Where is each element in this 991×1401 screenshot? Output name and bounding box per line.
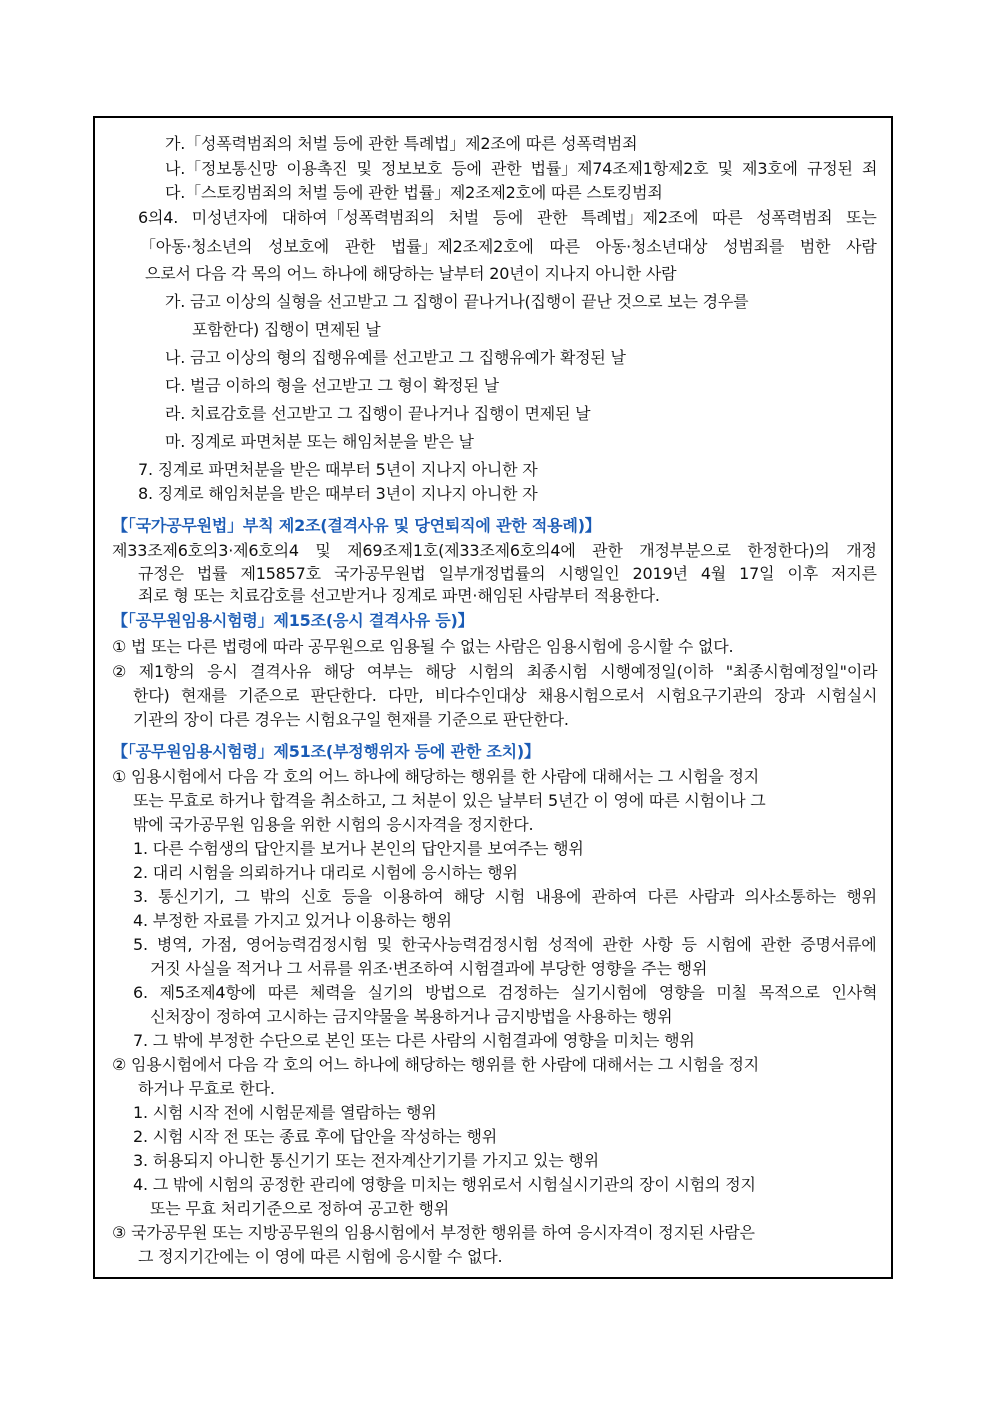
text-line: 6. 제5조제4항에 따른 체력을 실기의 방법으로 검정하는 실기시험에 영향을 미칠 목적으로 인사혁 [133,983,878,1002]
text-line: 나. 금고 이상의 형의 집행유예를 선고받고 그 집행유예가 확정된 날 [165,348,626,367]
text-line: 4. 부정한 자료를 가지고 있거나 이용하는 행위 [133,911,452,930]
text-line: 또는 무효로 하거나 합격을 취소하고, 그 처분이 있은 날부터 5년간 이 영에 따른 시험이나 그 [133,791,766,810]
text-line: 1. 시험 시작 전에 시험문제를 열람하는 행위 [133,1103,437,1122]
text-line: 7. 그 밖에 부정한 수단으로 본인 또는 다른 사람의 시험결과에 영향을 미치는 행위 [133,1031,695,1050]
text-line: 또는 무효 처리기준으로 정하여 공고한 행위 [150,1199,450,1218]
text-line: 마. 징계로 파면처분 또는 해임처분을 받은 날 [165,432,474,451]
text-line: 그 정지기간에는 이 영에 따른 시험에 응시할 수 없다. [138,1247,503,1266]
text-line: 3. 통신기기, 그 밖의 신호 등을 이용하여 해당 시험 내용에 관하여 다른 사람과 의사소통하는 행위 [133,887,877,906]
text-line: ① 법 또는 다른 법령에 따라 공무원으로 임용될 수 없는 사람은 임용시험에 응시할 수 없다. [112,637,734,656]
text-line: ③ 국가공무원 또는 지방공무원의 임용시험에서 부정한 행위를 하여 응시자격이 정지된 사람은 [112,1223,755,1242]
text-line: 다.「스토킹범죄의 처벌 등에 관한 법률」제2조제2호에 따른 스토킹범죄 [165,183,663,202]
text-line: 나.「정보통신망 이용촉진 및 정보보호 등에 관한 법률」제74조제1항제2호 및 제3호에 규정된 죄 [165,159,878,178]
text-line: 가. 금고 이상의 실형을 선고받고 그 집행이 끝나거나(집행이 끝난 것으로 보는 경우를 [165,292,749,311]
text-line: 밖에 국가공무원 임용을 위한 시험의 응시자격을 정지한다. [133,815,534,834]
section-heading: 【「국가공무원법」부칙 제2조(결격사유 및 당연퇴직에 관한 적용례)】 [112,516,601,535]
text-line: 라. 치료감호를 선고받고 그 집행이 끝나거나 집행이 면제된 날 [165,404,591,423]
text-line: 8. 징계로 해임처분을 받은 때부터 3년이 지나지 아니한 자 [138,484,538,503]
text-line: ① 임용시험에서 다음 각 호의 어느 하나에 해당하는 행위를 한 사람에 대해서는 그 시험을 정지 [112,767,760,786]
text-line: 7. 징계로 파면처분을 받은 때부터 5년이 지나지 아니한 자 [138,460,538,479]
text-line: 2. 대리 시험을 의뢰하거나 대리로 시험에 응시하는 행위 [133,863,518,882]
text-line: 4. 그 밖에 시험의 공정한 관리에 영향을 미치는 행위로서 시험실시기관의 장이 시험의 정지 [133,1175,756,1194]
section-heading: 【「공무원임용시험령」제51조(부정행위자 등에 관한 조치)】 [112,742,540,761]
text-line: 한다) 현재를 기준으로 판단한다. 다만, 비다수인대상 채용시험으로서 시험요구기관의 장과 시험실시 [133,686,878,705]
section-heading: 【「공무원임용시험령」제15조(응시 결격사유 등)】 [112,611,474,630]
text-line: 1. 다른 수험생의 답안지를 보거나 본인의 답안지를 보여주는 행위 [133,839,584,858]
text-line: 「아동·청소년의 성보호에 관한 법률」제2조제2호에 따른 아동·청소년대상 성범죄를 범한 사람 [140,237,877,256]
text-line: 기관의 장이 다른 경우는 시험요구일 현재를 기준으로 판단한다. [133,710,569,729]
text-line: 하거나 무효로 한다. [138,1079,275,1098]
text-line: 죄로 형 또는 치료감호를 선고받거나 징계로 파면·해임된 사람부터 적용한다. [138,586,660,605]
text-line: 다. 벌금 이하의 형을 선고받고 그 형이 확정된 날 [165,376,499,395]
text-line: 으로서 다음 각 목의 어느 하나에 해당하는 날부터 20년이 지나지 아니한 사람 [145,264,677,283]
text-line: 5. 병역, 가점, 영어능력검정시험 및 한국사능력검정시험 성적에 관한 사항 등 시험에 관한 증명서류에 [133,935,877,954]
text-line: 신처장이 정하여 고시하는 금지약물을 복용하거나 금지방법을 사용하는 행위 [150,1007,673,1026]
text-line: 포함한다) 집행이 면제된 날 [192,320,381,339]
text-line: 6의4. 미성년자에 대하여「성폭력범죄의 처벌 등에 관한 특례법」제2조에 따른 성폭력범죄 또는 [138,208,877,227]
text-line: ② 임용시험에서 다음 각 호의 어느 하나에 해당하는 행위를 한 사람에 대해서는 그 시험을 정지 [112,1055,760,1074]
text-line: 규정은 법률 제15857호 국가공무원법 일부개정법률의 시행일인 2019년 4월 17일 이후 저지른 [138,564,877,583]
text-line: 거짓 사실을 적거나 그 서류를 위조·변조하여 시험결과에 부당한 영향을 주는 행위 [150,959,708,978]
text-line: 3. 허용되지 아니한 통신기기 또는 전자계산기기를 가지고 있는 행위 [133,1151,599,1170]
text-line: ② 제1항의 응시 결격사유 해당 여부는 해당 시험의 최종시험 시행예정일(이하 "최종시험예정일"이라 [112,662,878,681]
text-line: 2. 시험 시작 전 또는 종료 후에 답안을 작성하는 행위 [133,1127,497,1146]
text-line: 가.「성폭력범죄의 처벌 등에 관한 특례법」제2조에 따른 성폭력범죄 [165,134,638,153]
text-line: 제33조제6호의3·제6호의4 및 제69조제1호(제33조제6호의4에 관한 개정부분으로 한정한다)의 개정 [112,541,877,560]
